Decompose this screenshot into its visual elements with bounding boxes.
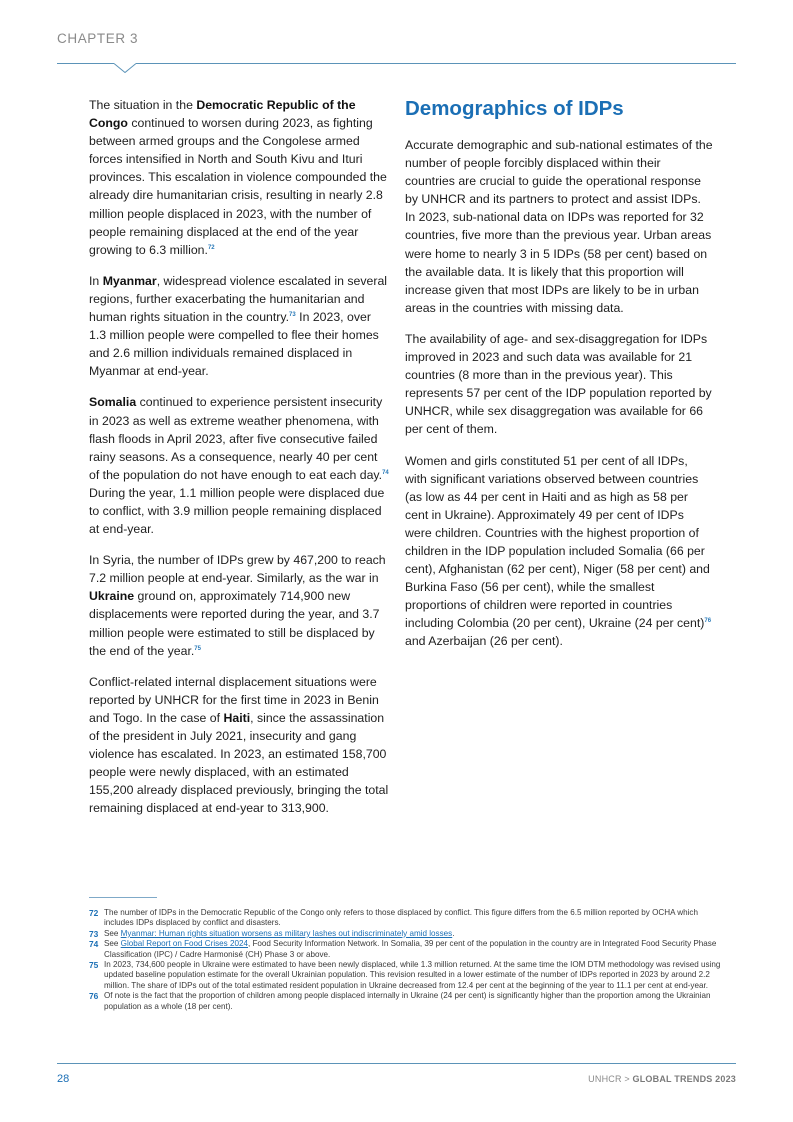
footnote-73: 73 See Myanmar: Human rights situation worsens as military lashes out indiscriminately amid losses. [89, 928, 455, 939]
footnote-ref-76[interactable]: 76 [704, 618, 712, 625]
paragraph-syria-ukraine: In Syria, the number of IDPs grew by 467,200 to reach 7.2 million people at end-year. Similarly, as the war in Ukraine ground on, approximately 714,900 new displacements were reported during the year, and 3.7 million people were estimated to still be displaced by the end of the year.$^{75}$ [89, 553, 386, 658]
footnote-number: 75 [89, 960, 99, 971]
header-divider [57, 63, 736, 64]
country-somalia: Somalia [89, 395, 137, 410]
footnotes [89, 908, 729, 1012]
footnote-75: 75 In 2023, 734,600 people in Ukraine were estimated to have been newly displaced, while 1.3 million returned. At the same time the IOM DTM methodology was revised using updated baseline population estimate for the overall Ukrainian population. This revision resulted in a lower estimate of the number of IDPs reported in 2023 by around 2.2 million. The share of IDPs out of the total estimated resident population in Ukraine decreased from 12.4 per cent at the beginning of the year to 11.1 per cent at end-year. [89, 960, 721, 990]
footnote-divider [89, 897, 157, 898]
publisher-label: UNHCR > [588, 1074, 633, 1084]
footer-divider [57, 1063, 736, 1064]
country-drc: Democratic Republic of the Congo [89, 98, 356, 131]
right-column [405, 96, 713, 664]
country-ukraine: Ukraine [89, 589, 135, 604]
paragraph-somalia: Somalia continued to experience persistent insecurity in 2023 as well as extreme weather phenomena, with flash floods in April 2023, after five consecutive failed rainy seasons. As a consequence, nearly 40 per cent of the population do not have enough to eat each day.$^{74}$ During the year, 1.1 million people were displaced due to conflict, with 3.9 million people remaining displaced at end-year. [89, 395, 389, 537]
page-number: 28 [57, 1073, 70, 1085]
publication-title: GLOBAL TRENDS 2023 [632, 1074, 736, 1084]
footnote-72: 72 The number of IDPs in the Democratic Republic of the Congo only refers to those displaced by conflict. This figure differs from the 6.5 million reported by OCHA which includes IDPs displaced by conflict and disasters. [89, 908, 698, 928]
footnote-74: 74 See Global Report on Food Crises 2024, Food Security Information Network. In Somalia, 39 per cent of the population in the country are in Integrated Food Security Phase Classification (IPC) / Cadre Harmonisé (CH) Phase 3 or above. [89, 939, 717, 959]
myanmar-report-link[interactable]: Myanmar: Human rights situation worsens as military lashes out indiscriminately amid losses [120, 928, 453, 938]
footnote-number: 73 [89, 928, 99, 939]
paragraph-drc: The situation in the Democratic Republic of the Congo continued to worsen during 2023, as fighting between armed groups and the Congolese armed forces intensified in North and South Kivu and Ituri provinces. This escalation in violence compounded the already dire humanitarian crisis, resulting in nearly 2.8 million people displaced in 2023, with the number of people remaining displaced at the end of the year growing to 6.3 million.$^{72}$ [89, 98, 387, 257]
footnote-number: 72 [89, 908, 99, 918]
paragraph-haiti: Conflict-related internal displacement situations were reported by UNHCR for the first time in 2023 in Benin and Togo. In the case of Haiti, since the assassination of the president in July 2021, insecurity and gang violence has escalated. In 2023, an estimated 158,700 people were newly displaced, with an estimated 155,200 already displaced previously, bringing the total remaining displaced at end-year to 313,900. [89, 674, 389, 816]
chapter-label: CHAPTER 3 [57, 31, 139, 46]
paragraph-disaggregation: The availability of age- and sex-disaggregation for IDPs improved in 2023 and such data was available for 21 countries (8 more than in the previous year). This represents 57 per cent of the IDP population reported by UNHCR, while sex disaggregation was available for 66 per cent of them. [405, 331, 712, 437]
footnote-number: 74 [89, 939, 99, 950]
left-column [89, 96, 389, 830]
country-haiti: Haiti [223, 710, 251, 725]
header-notch-icon [114, 63, 136, 73]
paragraph-myanmar: In Myanmar, widespread violence escalated in several regions, further exacerbating the humanitarian and human rights situation in the country.$^{73}$ In 2023, over 1.3 million people were compelled to flee their homes and 2.6 million individuals remained displaced in Myanmar at end-year. [89, 273, 388, 379]
footnote-number: 76 [89, 991, 99, 1002]
footnote-ref-73[interactable]: 73 [289, 312, 296, 319]
running-footer [588, 1074, 736, 1084]
food-crises-report-link[interactable]: Global Report on Food Crises 2024 [120, 939, 248, 949]
footnote-ref-74[interactable]: 74 [382, 469, 389, 476]
country-myanmar: Myanmar [102, 273, 157, 288]
section-heading: Demographics of IDPs [405, 97, 624, 120]
paragraph-women-children: Women and girls constituted 51 per cent of all IDPs, with significant variations observed between countries (as low as 44 per cent in Haiti and as high as 58 per cent in Ukraine). Approximately 49 per cent of IDPs were children. Countries with the highest proportion of children in the IDP population included Somalia (66 per cent), Afghanistan (62 per cent), Niger (58 per cent) and Burkina Faso (56 per cent), while the smallest proportions of children were reported in countries including Colombia (20 per cent), Ukraine (24 per cent)$^{76}$ and Azerbaijan (26 per cent). [405, 453, 712, 649]
footnote-ref-72[interactable]: 72 [207, 244, 215, 251]
paragraph-subnational: Accurate demographic and sub-national estimates of the number of people forcibly displaced within their countries are crucial to guide the operational response by UNHCR and its partners to protect and assist IDPs. In 2023, sub-national data on IDPs was reported for 32 countries, five more than the previous year. Urban areas were home to nearly 3 in 5 IDPs (58 per cent) based on the available data. It is likely that this proportion will increase given that most IDPs are likely to be in urban areas in the countries with missing data. [405, 138, 713, 315]
footnote-ref-75[interactable]: 75 [194, 645, 201, 652]
footnote-76: 76 Of note is the fact that the proportion of children among people displaced internally in Ukraine (24 per cent) is significantly higher than the proportion among the Ukrainian population as a whole (18 per cent). [89, 991, 711, 1011]
